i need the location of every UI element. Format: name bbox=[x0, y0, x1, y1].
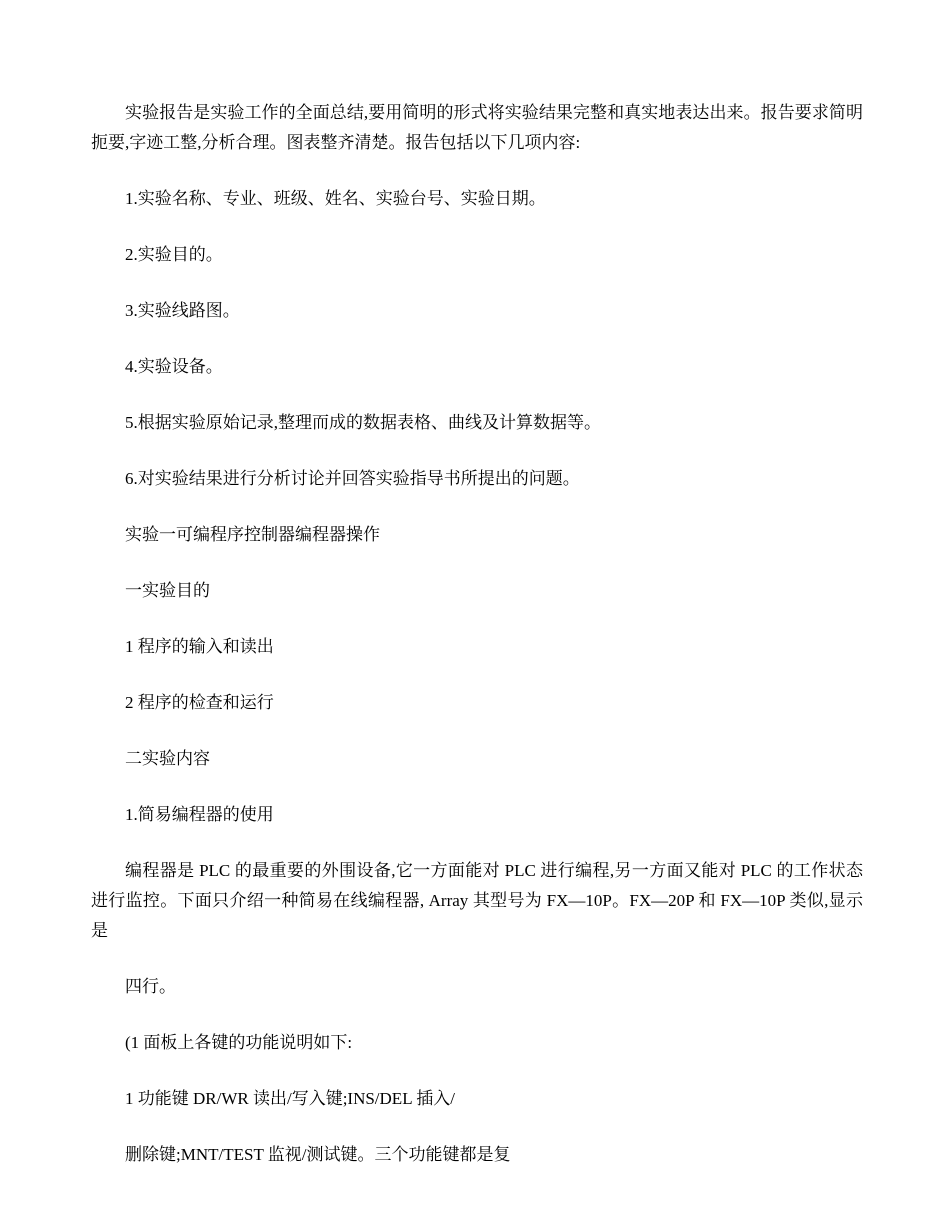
purpose-item-2: 2 程序的检查和运行 bbox=[125, 693, 274, 712]
document-body bbox=[91, 98, 863, 1196]
paragraph-item-2: 2.实验目的。 bbox=[125, 245, 223, 264]
paragraph-four-lines: 四行。 bbox=[125, 977, 176, 996]
paragraph-item-6: 6.对实验结果进行分析讨论并回答实验指导书所提出的问题。 bbox=[125, 469, 580, 488]
section-heading-content: 二实验内容 bbox=[125, 749, 210, 768]
paragraph-function-keys: 1 功能键 DR/WR 读出/写入键;INS/DEL 插入/ bbox=[125, 1089, 455, 1108]
paragraph-programmer-desc: 编程器是 PLC 的最重要的外围设备,它一方面能对 PLC 进行编程,另一方面又能对 PLC 的工作状态进行监控。下面只介绍一种简易在线编程器, Array 其型号为 FX—10P。FX—20P 和 FX—10P 类似,显示是 bbox=[91, 861, 863, 940]
paragraph-item-4: 4.实验设备。 bbox=[125, 357, 223, 376]
paragraph-item-3: 3.实验线路图。 bbox=[125, 301, 240, 320]
paragraph-item-5: 5.根据实验原始记录,整理而成的数据表格、曲线及计算数据等。 bbox=[125, 413, 601, 432]
experiment-title: 实验一可编程序控制器编程器操作 bbox=[125, 525, 380, 544]
paragraph-intro: 实验报告是实验工作的全面总结,要用简明的形式将实验结果完整和真实地表达出来。报告要求简明扼要,字迹工整,分析合理。图表整齐清楚。报告包括以下几项内容: bbox=[91, 103, 863, 152]
paragraph-item-1: 1.实验名称、专业、班级、姓名、实验台号、实验日期。 bbox=[125, 189, 546, 208]
purpose-item-1: 1 程序的输入和读出 bbox=[125, 637, 274, 656]
section-heading-purpose: 一实验目的 bbox=[125, 581, 210, 600]
paragraph-delete-keys: 删除键;MNT/TEST 监视/测试键。三个功能键都是复 bbox=[125, 1145, 511, 1164]
subsection-heading-programmer: 1.简易编程器的使用 bbox=[125, 805, 274, 824]
paragraph-panel-keys: (1 面板上各键的功能说明如下: bbox=[125, 1033, 353, 1052]
